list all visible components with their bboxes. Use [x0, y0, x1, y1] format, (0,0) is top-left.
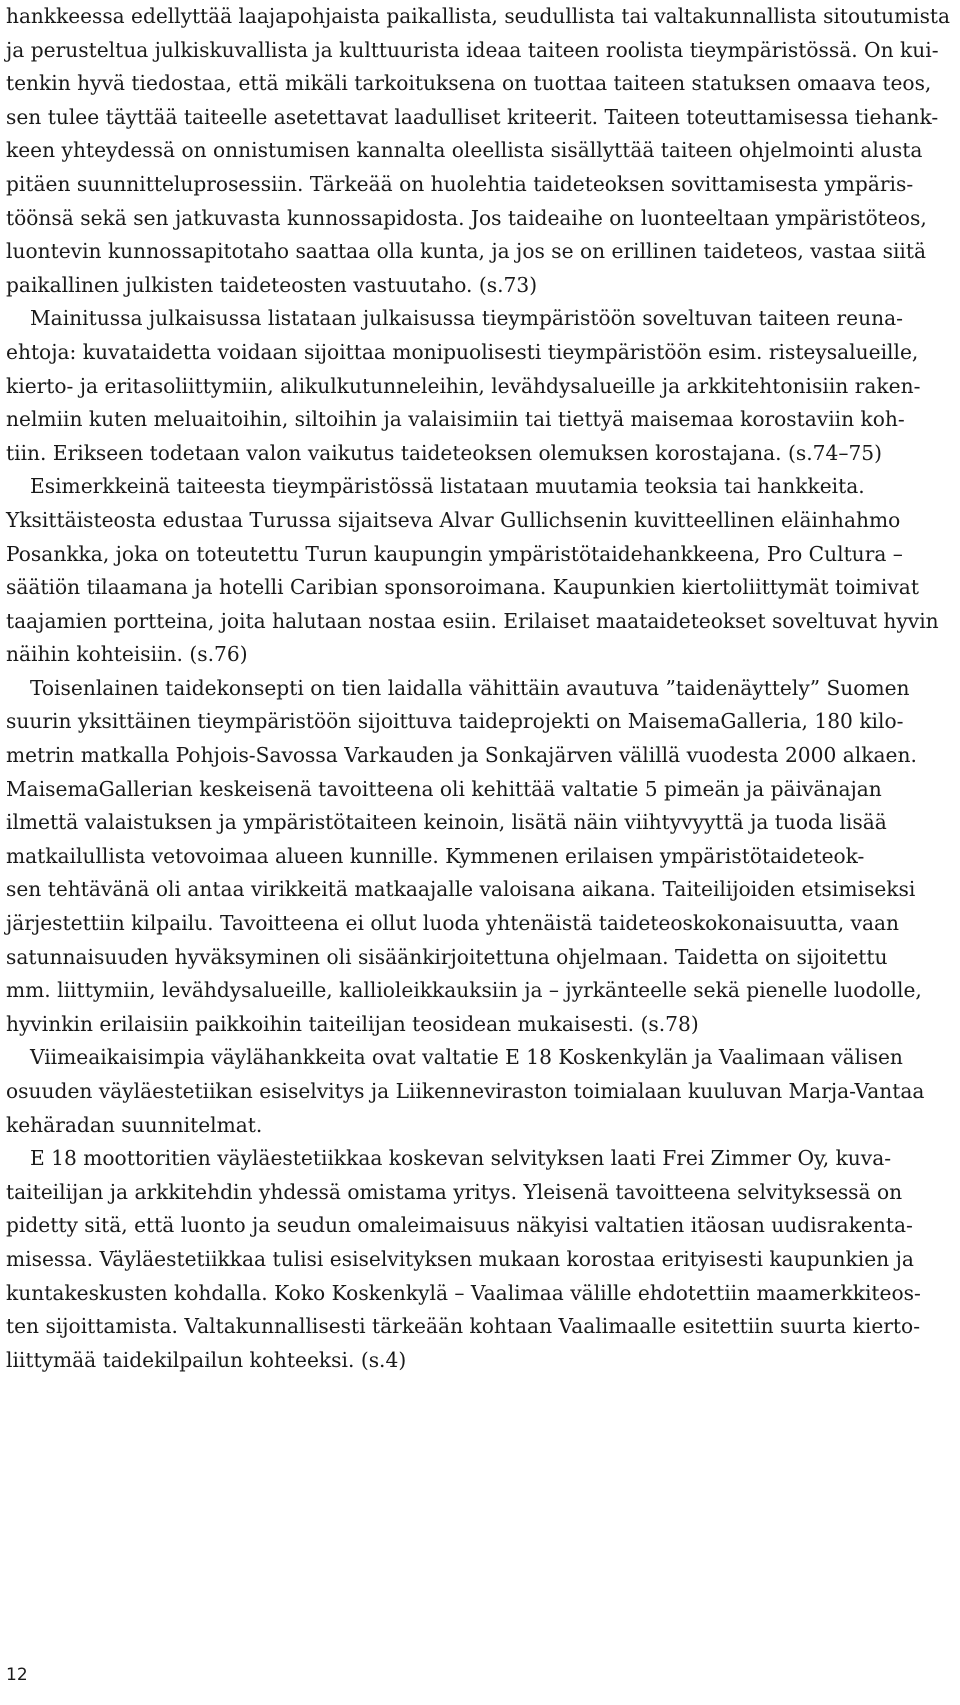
text-line: Posankka, joka on toteutettu Turun kaupungin ympäristötaidehankkeena, Pro Cultura –: [6, 541, 903, 566]
text-line: MaisemaGallerian keskeisenä tavoitteena oli kehittää valtatie 5 pimeän ja päivänajan: [6, 776, 882, 801]
text-line: Yksittäisteosta edustaa Turussa sijaitseva Alvar Gullichsenin kuvitteellinen eläinhahmo: [6, 507, 901, 532]
text-line: näihin kohteisiin. (s.76): [6, 642, 248, 667]
text-line: ilmettä valaistuksen ja ympäristötaiteen keinoin, lisätä näin viihtyvyyttä ja tuoda lisää: [6, 810, 887, 835]
text-line: Viimeaikaisimpia väylähankkeita ovat valtatie E 18 Koskenkylän ja Vaalimaan välisen: [30, 1045, 903, 1070]
text-line: hyvinkin erilaisiin paikkoihin taiteilijan teosidean mukaisesti. (s.78): [6, 1011, 699, 1036]
text-line: hankkeessa edellyttää laajapohjaista paikallista, seudullista tai valtakunnallista sitoutumista: [6, 4, 950, 28]
text-line: Esimerkkeinä taiteesta tieympäristössä listataan muutamia teoksia tai hankkeita.: [30, 474, 865, 499]
text-line: järjestettiin kilpailu. Tavoitteena ei ollut luoda yhtenäistä taideteoskokonaisuutta, vaan: [6, 911, 900, 936]
text-line: kuntakeskusten kohdalla. Koko Koskenkylä – Vaalimaa välille ehdotettiin maamerkkiteos-: [6, 1280, 921, 1305]
text-line: sen tehtävänä oli antaa virikkeitä matkaajalle valoisana aikana. Taiteilijoiden etsimiseksi: [6, 877, 916, 902]
text-line: ten sijoittamista. Valtakunnallisesti tärkeään kohtaan Vaalimaalle esitettiin suurta kierto-: [6, 1314, 921, 1339]
text-line: pidetty sitä, että luonto ja seudun omaleimaisuus näkyisi valtatien itäosan uudisrakenta-: [6, 1213, 913, 1238]
text-line: töönsä sekä sen jatkuvasta kunnossapidosta. Jos taideaihe on luonteeltaan ympäristöteos,: [6, 205, 927, 230]
text-line: keen yhteydessä on onnistumisen kannalta oleellista sisällyttää taiteen ohjelmointi alusta: [6, 138, 923, 163]
body-text: [6, 0, 950, 1377]
text-line: osuuden väyläestetiikan esiselvitys ja Liikenneviraston toimialaan kuuluvan Marja-Vantaa: [6, 1079, 925, 1103]
text-line: pitäen suunnitteluprosessiin. Tärkeää on huolehtia taideteoksen sovittamisesta ympäris-: [6, 171, 914, 196]
text-line: mm. liittymiin, levähdysalueille, kallioleikkauksiin ja – jyrkänteelle sekä pienelle luodolle,: [6, 978, 922, 1003]
text-line: liittymää taidekilpailun kohteeksi. (s.4): [6, 1347, 407, 1372]
text-line: taajamien portteina, joita halutaan nostaa esiin. Erilaiset maataideteokset soveltuvat hyvin: [6, 608, 939, 633]
text-line: Toisenlainen taidekonsepti on tien laidalla vähittäin avautuva ”taidenäyttely” Suomen: [30, 675, 910, 700]
text-line: paikallinen julkisten taideteosten vastuutaho. (s.73): [6, 272, 538, 297]
text-line: kehäradan suunnitelmat.: [6, 1112, 263, 1137]
text-line: misessa. Väyläestetiikkaa tulisi esiselvityksen mukaan korostaa erityisesti kaupunkien ja: [6, 1246, 914, 1271]
text-line: ehtoja: kuvataidetta voidaan sijoittaa monipuolisesti tieympäristöön esim. risteysalueille,: [6, 339, 919, 364]
text-line: E 18 moottoritien väyläestetiikkaa koskevan selvityksen laati Frei Zimmer Oy, kuva-: [30, 1146, 892, 1171]
text-line: matkailullista vetovoimaa alueen kunnille. Kymmenen erilaisen ympäristötaideteok-: [6, 843, 865, 868]
text-line: nelmiin kuten meluaitoihin, siltoihin ja valaisimiin tai tiettyä maisemaa korostaviin koh-: [6, 407, 905, 432]
page-number: 12: [6, 1665, 28, 1685]
text-line: kierto- ja eritasoliittymiin, alikulkutunneleihin, levähdysalueille ja arkkitehtonisiin raken-: [6, 373, 921, 398]
text-line: tenkin hyvä tiedostaa, että mikäli tarkoituksena on tuottaa taiteen statuksen omaava teos,: [6, 71, 932, 96]
text-line: taiteilijan ja arkkitehdin yhdessä omistama yritys. Yleisenä tavoitteena selvityksessä on: [6, 1179, 903, 1204]
text-line: Mainitussa julkaisussa listataan julkaisussa tieympäristöön soveltuvan taiteen reuna-: [30, 306, 903, 331]
text-line: luontevin kunnossapitotaho saattaa olla kunta, ja jos se on erillinen taideteos, vastaa siitä: [6, 239, 927, 264]
text-line: sen tulee täyttää taiteelle asetettavat laadulliset kriteerit. Taiteen toteuttamisessa tiehank-: [6, 104, 939, 129]
text-line: satunnaisuuden hyväksyminen oli sisäänkirjoitettuna ohjelmaan. Taidetta on sijoitettu: [6, 944, 888, 969]
text-line: tiin. Erikseen todetaan valon vaikutus taideteoksen olemuksen korostajana. (s.74–75): [6, 440, 883, 465]
text-line: metrin matkalla Pohjois-Savossa Varkauden ja Sonkajärven välillä vuodesta 2000 alkaen.: [6, 743, 917, 768]
text-line: ja perusteltua julkiskuvallista ja kulttuurista ideaa taiteen roolista tieympäristössä. On kui-: [6, 37, 939, 62]
text-line: suurin yksittäinen tieympäristöön sijoittuva taideprojekti on MaisemaGalleria, 180 kilo-: [6, 709, 904, 734]
text-line: säätiön tilaamana ja hotelli Caribian sponsoroimana. Kaupunkien kiertoliittymät toimivat: [6, 575, 919, 600]
